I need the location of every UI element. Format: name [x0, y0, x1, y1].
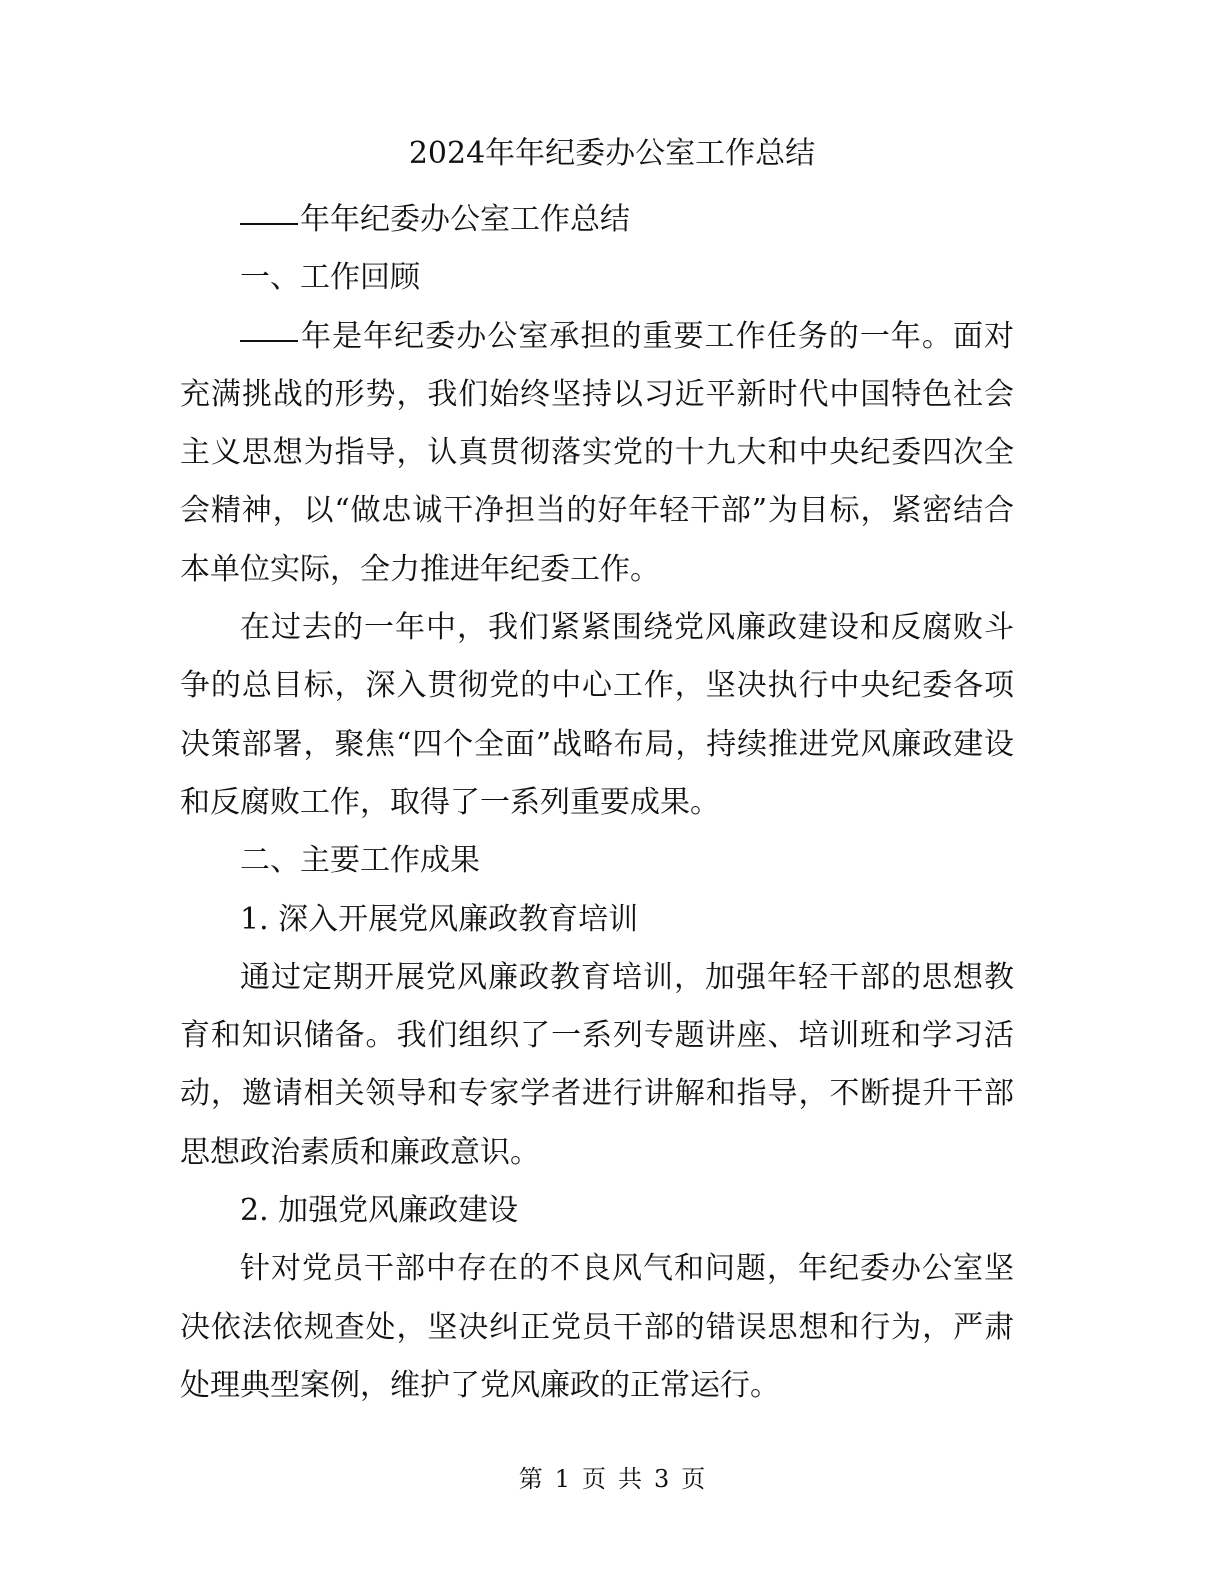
section-2-heading: 二、主要工作成果 — [240, 843, 480, 879]
item-1-heading: 1. 深入开展党风廉政教育培训 — [240, 901, 639, 937]
footer-suffix: 页 — [681, 1465, 706, 1493]
footer-prefix: 第 — [518, 1465, 543, 1493]
blank-underline — [240, 339, 298, 342]
total-pages-number: 3 — [654, 1465, 670, 1493]
subtitle-paragraph — [180, 191, 1014, 249]
item-2-paragraph: 针对党员干部中存在的不良风气和问题，年纪委办公室坚决依法依规查处，坚决纠正党员干部的错误思想和行为，严肃处理典型案例，维护了党风廉政的正常运行。 — [180, 1251, 1014, 1403]
item-2-heading: 2. 加强党风廉政建设 — [240, 1193, 519, 1229]
document-title: 2024年年纪委办公室工作总结 — [408, 136, 816, 171]
footer-page-word: 页 — [582, 1465, 606, 1493]
document-body — [180, 191, 1014, 1415]
review-paragraph-1 — [180, 308, 1014, 599]
review-paragraph-1-text: 年是年纪委办公室承担的重要工作任务的一年。面对充满挑战的形势，我们始终坚持以习近平新时代中国特色社会主义思想为指导，认真贯彻落实党的十九大和中央纪委四次全会精神，以“做忠诚干净担当的好年轻干部”为目标，紧密结合本单位实际，全力推进年纪委工作。 — [180, 318, 1014, 587]
section-1-heading: 一、工作回顾 — [240, 260, 420, 296]
subtitle-text: 年年纪委办公室工作总结 — [300, 202, 630, 237]
footer-total-prefix: 共 — [618, 1465, 642, 1493]
page-footer — [0, 1462, 1224, 1496]
item-1-paragraph: 通过定期开展党风廉政教育培训，加强年轻干部的思想教育和知识储备。我们组织了一系列专题讲座、培训班和学习活动，邀请相关领导和专家学者进行讲解和指导，不断提升干部思想政治素质和廉政意识。 — [180, 959, 1014, 1170]
blank-underline — [240, 222, 298, 225]
review-paragraph-2: 在过去的一年中，我们紧紧围绕党风廉政建设和反腐败斗争的总目标，深入贯彻党的中心工作，坚决执行中央纪委各项决策部署，聚焦“四个全面”战略布局，持续推进党风廉政建设和反腐败工作，取得了一系列重要成果。 — [180, 610, 1014, 820]
current-page-number: 1 — [554, 1465, 570, 1493]
